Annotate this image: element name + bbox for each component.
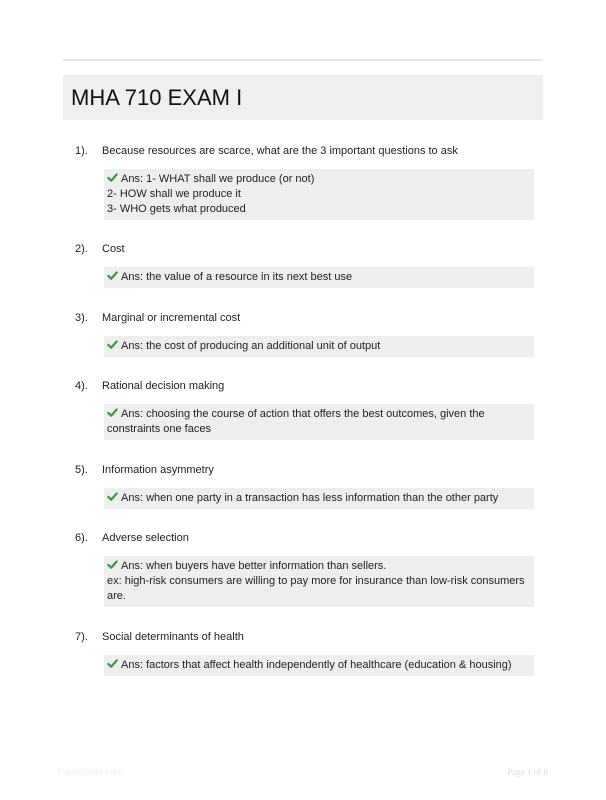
title-bar <box>63 75 543 120</box>
question-number: 3). <box>75 312 88 324</box>
answer-line: Ans: the value of a resource in its next best use <box>121 271 353 283</box>
check-icon <box>107 339 118 350</box>
question-number: 2). <box>75 243 88 255</box>
check-icon <box>107 559 118 570</box>
answer-line: ex: high-risk consumers are willing to pay more for insurance than low-risk consumers are. <box>107 575 525 602</box>
question-number: 5). <box>75 464 88 476</box>
question-number: 7). <box>75 631 88 643</box>
top-divider <box>63 59 543 61</box>
answer-box <box>104 488 534 509</box>
answer-line: Ans: 1- WHAT shall we produce (or not) <box>121 173 315 185</box>
answer-box <box>104 404 534 440</box>
answer-line: Ans: factors that affect health independently of healthcare (education & housing) <box>121 659 512 671</box>
check-icon <box>107 658 118 669</box>
question-text: Adverse selection <box>102 532 189 544</box>
check-icon <box>107 491 118 502</box>
answer-line: 2- HOW shall we produce it <box>107 188 241 200</box>
answer-box <box>104 169 534 220</box>
check-icon <box>107 172 118 183</box>
question-text: Marginal or incremental cost <box>102 312 241 324</box>
question-text: Information asymmetry <box>102 464 214 476</box>
question-text: Rational decision making <box>102 380 225 392</box>
question-text: Cost <box>102 243 125 255</box>
answer-box <box>104 556 534 607</box>
page-title: MHA 710 EXAM I <box>71 85 243 110</box>
page-number: Page 1 of 8 <box>507 767 548 777</box>
question-text: Because resources are scarce, what are the 3 important questions to ask <box>102 145 458 157</box>
answer-box <box>104 336 534 357</box>
question-number: 4). <box>75 380 88 392</box>
answer-line: Ans: the cost of producing an additional unit of output <box>121 340 381 352</box>
check-icon <box>107 407 118 418</box>
question-number: 6). <box>75 532 88 544</box>
question-text: Social determinants of health <box>102 631 244 643</box>
answer-line: Ans: when buyers have better information than sellers. <box>121 560 387 572</box>
footer-watermark: PaperStore.com <box>58 767 124 777</box>
answer-line: Ans: choosing the course of action that offers the best outcomes, given the constraints one faces <box>107 408 485 435</box>
answer-box <box>104 267 534 288</box>
check-icon <box>107 270 118 281</box>
question-number: 1). <box>75 145 88 157</box>
answer-box <box>104 655 534 676</box>
answer-line: 3- WHO gets what produced <box>107 203 246 215</box>
answer-line: Ans: when one party in a transaction has less information than the other party <box>121 492 499 504</box>
